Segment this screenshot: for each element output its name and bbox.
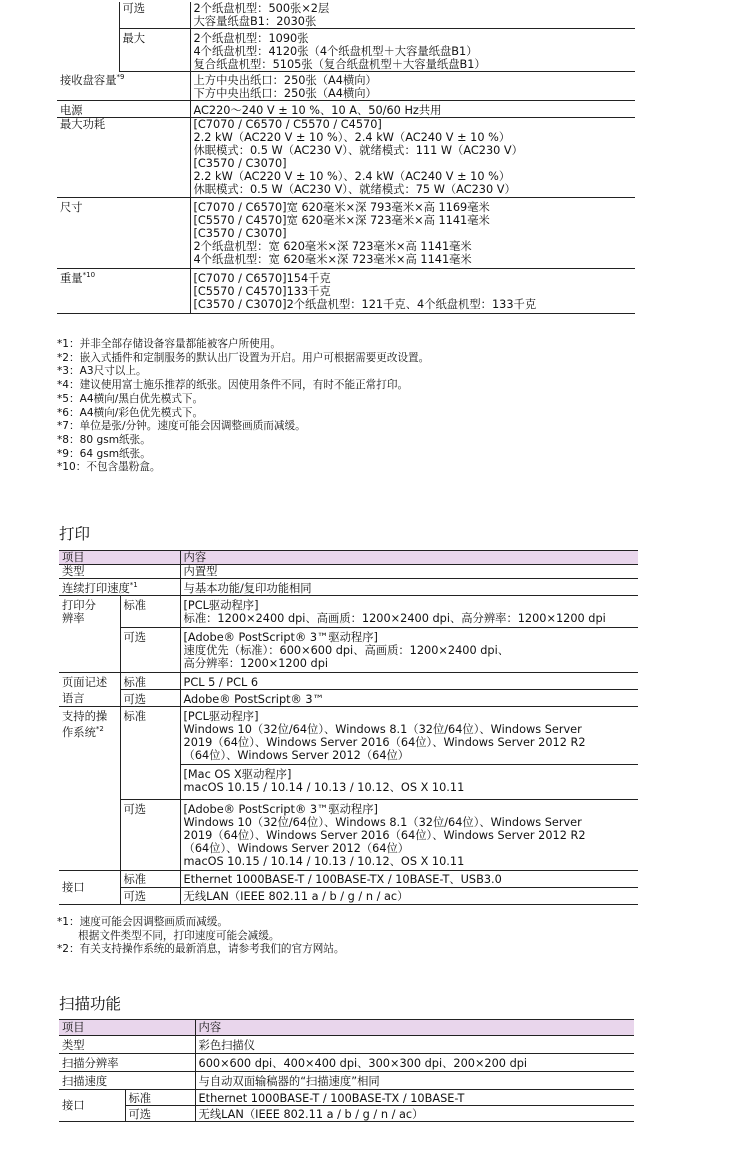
row-value: 无线LAN（IEEE 802.11 a / b / g / n / ac） xyxy=(195,1106,634,1122)
print-footnotes xyxy=(57,916,344,957)
row-value: [PCL驱动程序] 标准：1200×2400 dpi、高画质：1200×2400 dpi、高分辨率：1200×1200 dpi xyxy=(180,596,638,628)
row-value: Ethernet 1000BASE-T / 100BASE-TX / 10BASE-T、USB3.0 xyxy=(180,871,638,888)
header-content: 内容 xyxy=(195,1020,634,1036)
row-value: 彩色扫描仪 xyxy=(195,1036,634,1054)
table-row xyxy=(59,888,638,905)
footnote: *2：嵌入式插件和定制服务的默认出厂设置为开启。用户可根据需要更改设置。 xyxy=(57,351,430,364)
sub-label-standard: 标准 xyxy=(120,871,180,888)
footnote: *2：有关支持操作系统的最新消息，请参考我们的官方网站。 xyxy=(57,943,345,956)
footnote: *4：建议使用富士施乐推荐的纸张。因使用条件不同，有时不能正常打印。 xyxy=(57,379,409,392)
row-label: 类型 xyxy=(59,565,180,579)
row-label: 接口 xyxy=(59,871,120,905)
table-header-row xyxy=(59,1020,634,1036)
row-label: 类型 xyxy=(59,1036,195,1054)
table-row xyxy=(59,596,638,628)
table-row xyxy=(57,72,635,101)
footnote: *1：并非全部存储设备容量都能被客户所使用。 xyxy=(57,338,281,350)
table-row xyxy=(59,628,638,673)
row-value: 2个纸盘机型：500张×2层 大容量纸盘B1：2030张 xyxy=(190,2,635,29)
footnote: *5：A4横向/黑白优先模式下。 xyxy=(57,392,204,405)
table-row xyxy=(57,269,635,314)
row-value: 与自动双面输稿器的“扫描速度”相同 xyxy=(195,1072,634,1090)
row-value: [C7070 / C6570]宽 620毫米×深 793毫米×高 1169毫米 [C5570 / C4570]宽 620毫米×深 723毫米×高 1141毫米 [C3570 / C3070] 2个纸盘机型：宽 620毫米×深 723毫米×高 1141毫米 4个纸盘机型：宽 620毫米×深 723毫米×高 1141毫米 xyxy=(190,198,635,269)
table-row xyxy=(59,800,638,871)
row-label: 电源 xyxy=(57,101,190,118)
scan-section-title: 扫描功能 xyxy=(59,995,122,1013)
row-value: [Mac OS X驱动程序] macOS 10.15 / 10.14 / 10.13 / 10.12、OS X 10.11 xyxy=(180,765,638,800)
row-label: 重量$^{*10}$ xyxy=(57,269,190,314)
sub-label-standard: 标准 xyxy=(120,673,180,690)
copy-spec-table xyxy=(57,2,635,314)
table-row xyxy=(57,29,635,72)
row-value: [C7070 / C6570 / C5570 / C4570] 2.2 kW（AC220 V ± 10 %）、2.4 kW（AC240 V ± 10 %） 休眠模式：0.5 W（AC230 V）、就绪模式：111 W（AC230 V） [C3570 / C3070] 2.2 kW（AC220 V ± 10 %）、2.4 kW（AC240 V ± 10 %） 休眠模式：0.5 W（AC230 V）、就绪模式：75 W（AC230 V） xyxy=(190,118,635,198)
row-value: [Adobe® PostScript® 3™驱动程序] 速度优先（标准）：600×600 dpi、高画质：1200×2400 dpi、 高分辨率：1200×1200 dpi xyxy=(180,628,638,673)
header-content: 内容 xyxy=(180,551,638,565)
table-row xyxy=(59,1036,634,1054)
footnote: *3：A3尺寸以上。 xyxy=(57,365,147,378)
row-value: AC220～240 V ± 10 %、10 A、50/60 Hz共用 xyxy=(190,101,635,118)
row-value: [C7070 / C6570]154千克 [C5570 / C4570]133千克 [C3570 / C3070]2个纸盘机型：121千克、4个纸盘机型：133千克 xyxy=(190,269,635,314)
row-label: 最大 xyxy=(119,29,190,72)
row-value: PCL 5 / PCL 6 xyxy=(180,673,638,690)
row-value: 内置型 xyxy=(180,565,638,579)
row-label: 扫描分辨率 xyxy=(59,1054,195,1072)
table-row xyxy=(59,871,638,888)
footnote: *10：不包含墨粉盒。 xyxy=(57,461,161,474)
row-value: 无线LAN（IEEE 802.11 a / b / g / n / ac） xyxy=(180,888,638,905)
sub-label-optional: 可选 xyxy=(125,1106,195,1122)
copy-spec-footnotes xyxy=(57,338,429,475)
row-value: 2个纸盘机型：1090张 4个纸盘机型：4120张（4个纸盘机型＋大容量纸盘B1） 复合纸盘机型：5105张（复合纸盘机型＋大容量纸盘B1） xyxy=(190,29,635,72)
table-row xyxy=(59,1072,634,1090)
row-label: 支持的操 作系统$^{*2}$ xyxy=(59,707,120,871)
footnote: *6：A4横向/彩色优先模式下。 xyxy=(57,406,204,419)
table-row xyxy=(59,579,638,596)
footnote: *8：80 gsm纸张。 xyxy=(57,433,151,446)
row-label: 最大功耗 xyxy=(57,118,190,198)
table-row xyxy=(57,118,635,198)
table-row xyxy=(59,1090,634,1106)
table-row xyxy=(57,2,635,29)
row-value: 与基本功能/复印功能相同 xyxy=(180,579,638,596)
footnote: *1：速度可能会因调整画质而减缓。 xyxy=(57,916,228,928)
row-label: 打印分 辨率 xyxy=(59,596,120,673)
header-item: 项目 xyxy=(59,551,180,565)
table-row xyxy=(59,1054,634,1072)
row-label: 可选 xyxy=(119,2,190,29)
row-label: 尺寸 xyxy=(57,198,190,269)
header-item: 项目 xyxy=(59,1020,195,1036)
sub-label-standard: 标准 xyxy=(125,1090,195,1106)
row-value: Ethernet 1000BASE-T / 100BASE-TX / 10BASE-T xyxy=(195,1090,634,1106)
sub-label-optional: 可选 xyxy=(120,800,180,871)
row-value: [Adobe® PostScript® 3™驱动程序] Windows 10（32位/64位）、Windows 8.1（32位/64位）、Windows Server 2019（64位）、Windows Server 2016（64位）、Windows Server 2012 R2 （64位）、Windows Server 2012（64位） macOS 10.15 / 10.14 / 10.13 / 10.12、OS X 10.11 xyxy=(180,800,638,871)
print-section-title: 打印 xyxy=(59,525,91,543)
row-label: 页面记述 语言 xyxy=(59,673,120,707)
table-row xyxy=(59,565,638,579)
row-value: [PCL驱动程序] Windows 10（32位/64位）、Windows 8.1（32位/64位）、Windows Server 2019（64位）、Windows Server 2016（64位）、Windows Server 2012 R2 （64位）、Windows Server 2012（64位） xyxy=(180,707,638,765)
footnote: 根据文件类型不同，打印速度可能会减缓。 xyxy=(57,929,280,942)
row-value: 上方中央出纸口：250张（A4横向） 下方中央出纸口：250张（A4横向） xyxy=(190,72,635,101)
scan-spec-table xyxy=(59,1019,634,1122)
print-spec-table xyxy=(59,550,638,905)
footnote: *7：单位是张/分钟。速度可能会因调整画质而减缓。 xyxy=(57,420,306,433)
table-header-row xyxy=(59,551,638,565)
sub-label-optional: 可选 xyxy=(120,888,180,905)
table-row xyxy=(59,690,638,707)
sub-label-standard: 标准 xyxy=(120,596,180,628)
sub-label-optional: 可选 xyxy=(120,628,180,673)
table-row xyxy=(59,1106,634,1122)
row-label: 接收盘容量$^{*9}$ xyxy=(57,72,190,101)
sub-label-optional: 可选 xyxy=(120,690,180,707)
row-label: 连续打印速度$^{*1}$ xyxy=(59,579,180,596)
table-row xyxy=(57,198,635,269)
sub-label-standard: 标准 xyxy=(120,707,180,800)
table-row xyxy=(59,707,638,765)
table-row xyxy=(57,101,635,118)
row-value: Adobe® PostScript® 3™ xyxy=(180,690,638,707)
table-row xyxy=(59,673,638,690)
row-label: 接口 xyxy=(59,1090,125,1122)
row-label: 扫描速度 xyxy=(59,1072,195,1090)
footnote: *9：64 gsm纸张。 xyxy=(57,447,151,460)
row-value: 600×600 dpi、400×400 dpi、300×300 dpi、200×200 dpi xyxy=(195,1054,634,1072)
